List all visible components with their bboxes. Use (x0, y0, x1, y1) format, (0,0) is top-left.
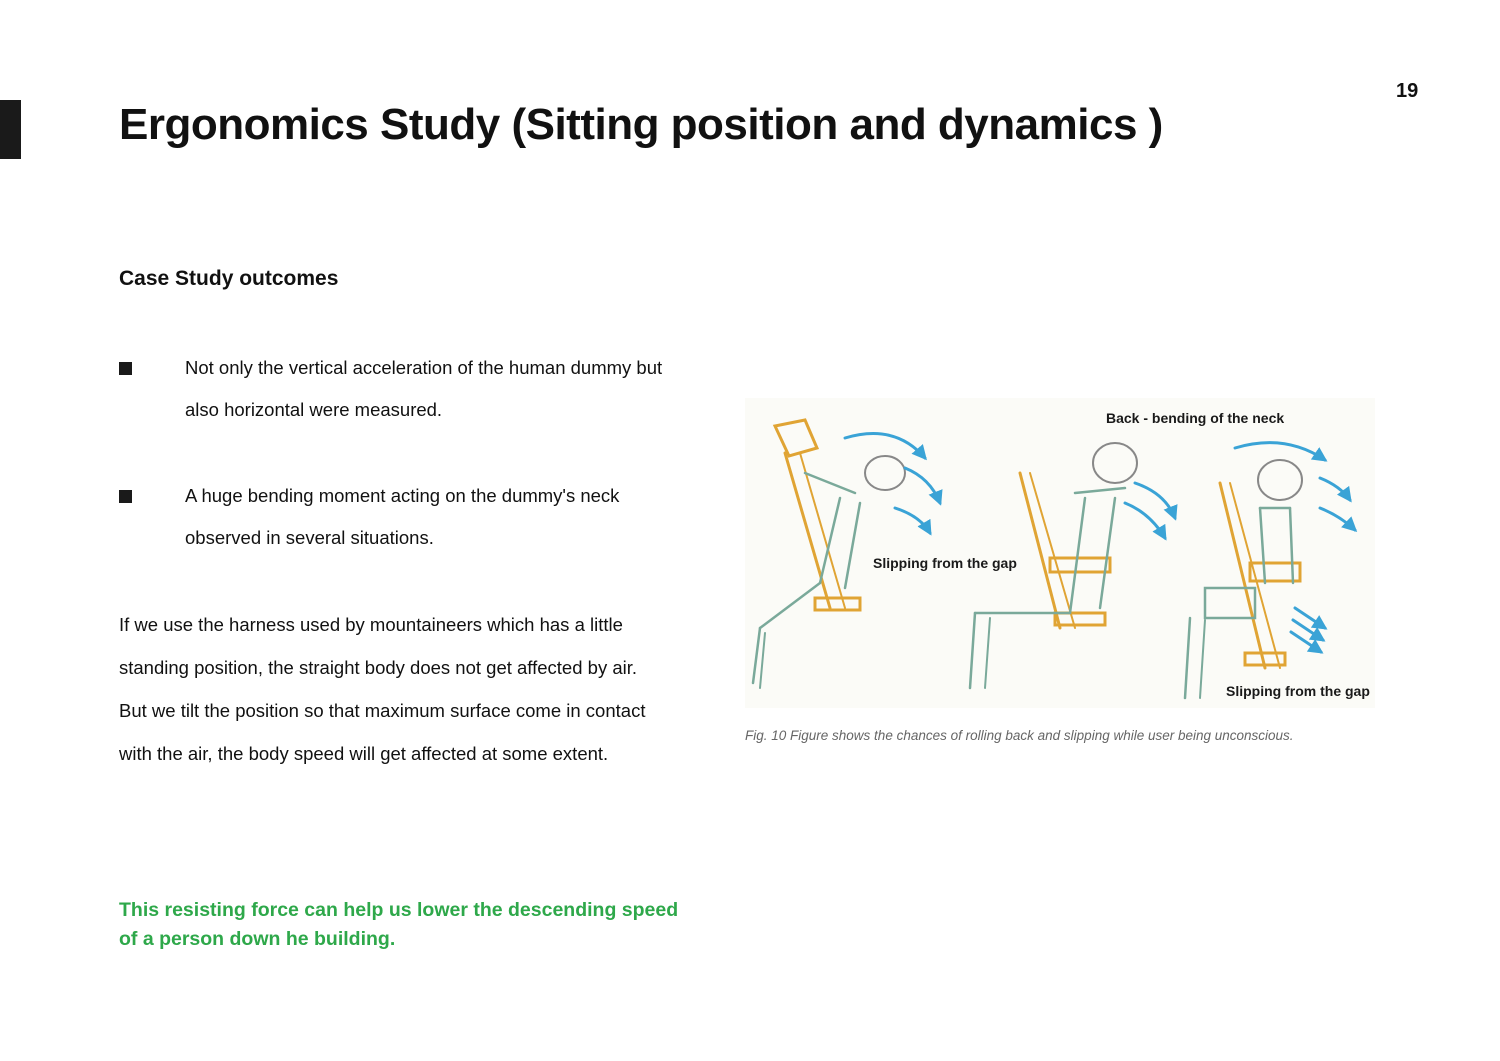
section-subtitle: Case Study outcomes (119, 267, 339, 290)
sketch-figure-rolling-back (753, 420, 940, 688)
body-paragraph (119, 603, 679, 775)
sitting-sketch-figure (745, 398, 1375, 708)
paragraph-harness: If we use the harness used by mountaineers which has a little standing position, the straight body does not get affected by air. (119, 614, 638, 678)
sketch-illustration (745, 398, 1375, 708)
label-slipping-gap-1: Slipping from the gap (873, 555, 1017, 571)
page-number: 19 (1396, 80, 1419, 102)
list-item (119, 475, 679, 559)
label-slipping-gap-2: Slipping from the gap (1226, 683, 1370, 699)
paragraph-tilt: But we tilt the position so that maximum surface come in contact with the air, the body speed will get affected at some extent. (119, 700, 646, 764)
page-title: Ergonomics Study (Sitting position and dynamics ) (119, 100, 1163, 149)
sketch-figure-neck-bend (1185, 443, 1355, 698)
bullet-square-icon (119, 490, 132, 503)
label-neck-bend: Back - bending of the neck (1106, 410, 1285, 426)
highlight-statement: This resisting force can help us lower the descending speed of a person down he building. (119, 899, 679, 950)
bullet-text: Not only the vertical acceleration of the human dummy but also horizontal were measured. (185, 357, 663, 420)
bullet-text: A huge bending moment acting on the dummy's neck observed in several situations. (185, 485, 620, 548)
outcome-list (119, 347, 679, 603)
side-bar-marker (0, 100, 21, 159)
list-item (119, 347, 679, 431)
figure-caption: Fig. 10 Figure shows the chances of rolling back and slipping while user being unconscious. (745, 728, 1294, 743)
bullet-square-icon (119, 362, 132, 375)
